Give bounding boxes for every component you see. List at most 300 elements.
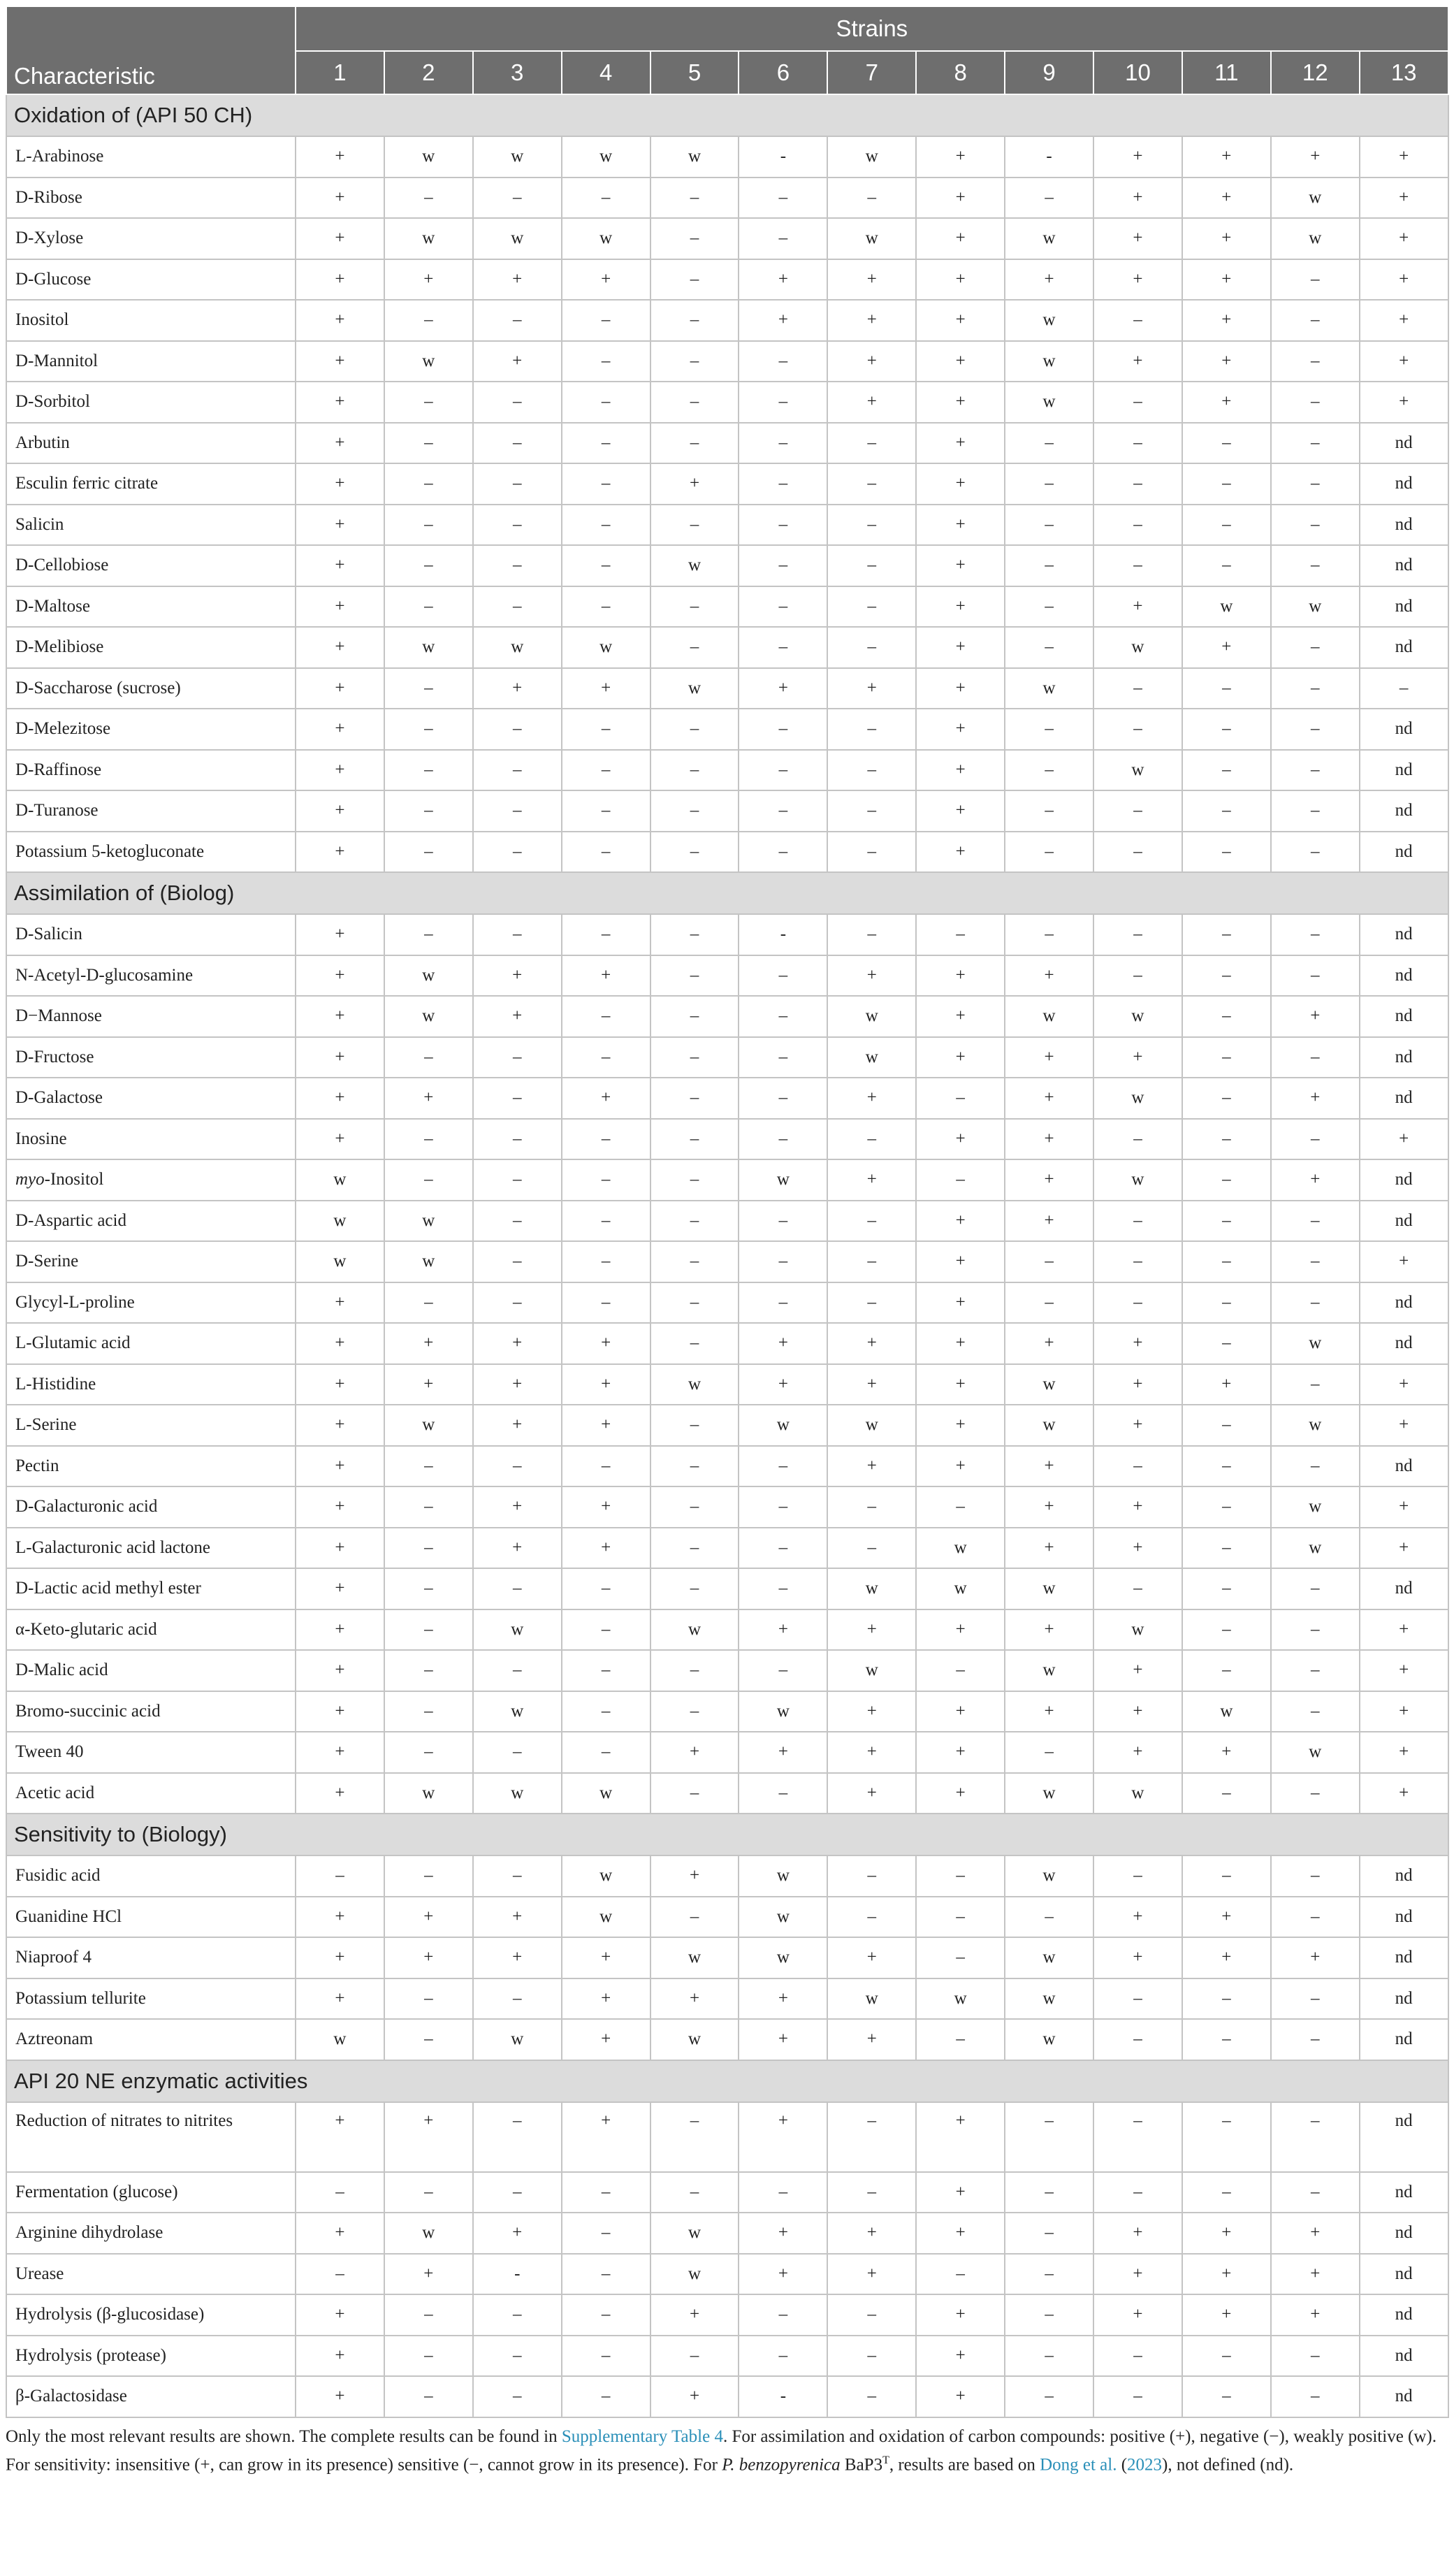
supplementary-table-link[interactable]: Supplementary Table 4: [561, 2426, 723, 2446]
result-cell: +: [1005, 1486, 1093, 1528]
result-cell: +: [296, 1568, 384, 1609]
result-cell: –: [1093, 1568, 1182, 1609]
result-cell: –: [562, 505, 650, 546]
result-cell: +: [827, 955, 916, 997]
result-cell: –: [739, 2336, 827, 2377]
result-cell: –: [827, 178, 916, 219]
strain-number-header: 9: [1005, 51, 1093, 94]
characteristic-label: L-Serine: [15, 1415, 77, 1435]
result-cell: +: [1093, 2213, 1182, 2254]
result-cell: –: [562, 2254, 650, 2295]
result-cell: +: [384, 1937, 473, 1978]
result-cell: +: [1360, 259, 1448, 301]
result-cell: –: [473, 463, 562, 505]
result-cell: –: [1093, 1119, 1182, 1160]
result-cell: –: [1271, 1241, 1360, 1282]
characteristic-cell: [6, 1732, 296, 1773]
result-cell: –: [739, 1078, 827, 1119]
result-cell: –: [739, 586, 827, 628]
result-cell: w: [562, 1855, 650, 1897]
result-cell: +: [827, 2019, 916, 2060]
result-cell: –: [650, 505, 739, 546]
result-cell: –: [1005, 1282, 1093, 1324]
characteristic-cell: [6, 2019, 296, 2060]
result-cell: +: [916, 2213, 1005, 2254]
result-cell: +: [1005, 259, 1093, 301]
result-cell: –: [1093, 790, 1182, 832]
result-cell: +: [562, 1405, 650, 1446]
characteristic-label: D-Raffinose: [15, 760, 102, 779]
result-cell: +: [473, 1528, 562, 1569]
result-cell: +: [1271, 2294, 1360, 2336]
result-cell: –: [650, 1323, 739, 1364]
result-cell: –: [827, 1282, 916, 1324]
result-cell: –: [473, 382, 562, 423]
strain-number-header: 10: [1093, 51, 1182, 94]
result-cell: –: [650, 2102, 739, 2172]
result-cell: –: [1093, 2102, 1182, 2172]
result-cell: –: [650, 423, 739, 464]
result-cell: –: [1005, 2294, 1093, 2336]
result-cell: –: [473, 586, 562, 628]
result-cell: +: [916, 832, 1005, 873]
result-cell: w: [296, 1241, 384, 1282]
result-cell: +: [916, 1241, 1005, 1282]
characteristic-cell: [6, 1119, 296, 1160]
result-cell: w: [1182, 1691, 1271, 1732]
result-cell: –: [827, 1201, 916, 1242]
result-cell: –: [473, 1650, 562, 1691]
characteristic-cell: [6, 790, 296, 832]
strain-number-header: 12: [1271, 51, 1360, 94]
result-cell: +: [916, 668, 1005, 709]
result-cell: –: [384, 1609, 473, 1651]
result-cell: –: [739, 505, 827, 546]
result-cell: +: [1093, 1732, 1182, 1773]
result-cell: –: [384, 1159, 473, 1201]
result-cell: nd: [1360, 2254, 1448, 2295]
result-cell: –: [384, 586, 473, 628]
result-cell: +: [1360, 1732, 1448, 1773]
result-cell: +: [1271, 1159, 1360, 1201]
result-cell: –: [1005, 832, 1093, 873]
result-cell: +: [916, 382, 1005, 423]
result-cell: +: [296, 1078, 384, 1119]
result-cell: –: [1093, 2019, 1182, 2060]
characteristic-cell: [6, 1078, 296, 1119]
result-cell: +: [1005, 1119, 1093, 1160]
result-cell: w: [473, 2019, 562, 2060]
characteristic-label: Aztreonam: [15, 2029, 94, 2049]
result-cell: +: [916, 1691, 1005, 1732]
result-cell: +: [384, 1323, 473, 1364]
result-cell: +: [1271, 2254, 1360, 2295]
characteristic-cell: [6, 1201, 296, 1242]
result-cell: +: [1182, 218, 1271, 259]
result-cell: w: [1005, 341, 1093, 382]
result-cell: +: [827, 1732, 916, 1773]
result-cell: –: [827, 709, 916, 750]
result-cell: +: [296, 1691, 384, 1732]
result-cell: –: [384, 2019, 473, 2060]
result-cell: +: [827, 300, 916, 341]
result-cell: w: [650, 668, 739, 709]
result-cell: w: [1005, 668, 1093, 709]
result-cell: –: [650, 300, 739, 341]
result-cell: –: [473, 2376, 562, 2417]
table-header: [6, 6, 1448, 94]
result-cell: +: [1093, 1364, 1182, 1405]
result-cell: +: [296, 505, 384, 546]
result-cell: –: [1182, 1528, 1271, 1569]
result-cell: –: [739, 382, 827, 423]
result-cell: nd: [1360, 1855, 1448, 1897]
result-cell: –: [473, 505, 562, 546]
table-body: [6, 94, 1448, 2417]
result-cell: w: [650, 1364, 739, 1405]
result-cell: –: [1093, 382, 1182, 423]
result-cell: –: [1005, 2102, 1093, 2172]
result-cell: –: [739, 1528, 827, 1569]
result-cell: –: [384, 1446, 473, 1487]
result-cell: –: [562, 2172, 650, 2213]
table-row: [6, 1078, 1448, 1119]
dong-citation-link[interactable]: Dong et al.: [1040, 2454, 1117, 2474]
characteristic-cell: [6, 1691, 296, 1732]
characteristic-cell: [6, 2254, 296, 2295]
characteristic-label: D-Cellobiose: [15, 556, 109, 575]
characteristic-cell: [6, 1446, 296, 1487]
result-cell: –: [650, 996, 739, 1037]
result-cell: –: [296, 2172, 384, 2213]
result-cell: nd: [1360, 1078, 1448, 1119]
characteristic-cell: [6, 1568, 296, 1609]
result-cell: –: [650, 790, 739, 832]
table-row: [6, 1732, 1448, 1773]
table-row: [6, 1691, 1448, 1732]
result-cell: +: [1360, 1609, 1448, 1651]
result-cell: w: [1271, 1486, 1360, 1528]
result-cell: –: [1182, 1773, 1271, 1814]
result-cell: w: [650, 545, 739, 586]
result-cell: +: [473, 1486, 562, 1528]
result-cell: nd: [1360, 1159, 1448, 1201]
result-cell: +: [473, 1405, 562, 1446]
result-cell: w: [1182, 586, 1271, 628]
result-cell: +: [1182, 136, 1271, 178]
result-cell: w: [296, 1159, 384, 1201]
result-cell: +: [1360, 136, 1448, 178]
result-cell: –: [562, 178, 650, 219]
result-cell: –: [1271, 790, 1360, 832]
result-cell: –: [650, 1037, 739, 1078]
result-cell: –: [650, 1486, 739, 1528]
table-row: [6, 178, 1448, 219]
result-cell: +: [296, 341, 384, 382]
result-cell: –: [650, 914, 739, 955]
result-cell: +: [916, 218, 1005, 259]
result-cell: w: [916, 1528, 1005, 1569]
result-cell: +: [1182, 627, 1271, 668]
result-cell: –: [562, 996, 650, 1037]
result-cell: –: [650, 1405, 739, 1446]
table-row: [6, 136, 1448, 178]
result-cell: –: [739, 996, 827, 1037]
result-cell: +: [1182, 259, 1271, 301]
result-cell: –: [384, 1037, 473, 1078]
result-cell: w: [1093, 1159, 1182, 1201]
table-row: [6, 218, 1448, 259]
table-row: [6, 1282, 1448, 1324]
result-cell: –: [1093, 832, 1182, 873]
result-cell: w: [473, 627, 562, 668]
result-cell: –: [473, 2102, 562, 2172]
result-cell: +: [650, 1978, 739, 2020]
result-cell: –: [1182, 1486, 1271, 1528]
result-cell: +: [650, 2376, 739, 2417]
result-cell: +: [384, 2102, 473, 2172]
result-cell: w: [1093, 1773, 1182, 1814]
result-cell: –: [1182, 1159, 1271, 1201]
result-cell: w: [739, 1897, 827, 1938]
result-cell: –: [1182, 1201, 1271, 1242]
table-row: [6, 341, 1448, 382]
result-cell: –: [1093, 423, 1182, 464]
result-cell: –: [1182, 750, 1271, 791]
result-cell: –: [1093, 1282, 1182, 1324]
characteristic-prefix: myo: [15, 1170, 45, 1189]
result-cell: –: [1182, 1119, 1271, 1160]
characteristic-cell: [6, 1855, 296, 1897]
result-cell: w: [650, 2019, 739, 2060]
result-cell: +: [1360, 178, 1448, 219]
characteristic-cell: [6, 1282, 296, 1324]
result-cell: –: [562, 300, 650, 341]
result-cell: –: [1093, 545, 1182, 586]
result-cell: +: [384, 1364, 473, 1405]
result-cell: –: [1182, 2019, 1271, 2060]
result-cell: –: [473, 178, 562, 219]
result-cell: +: [1360, 1773, 1448, 1814]
result-cell: –: [1005, 463, 1093, 505]
result-cell: –: [650, 382, 739, 423]
result-cell: nd: [1360, 627, 1448, 668]
result-cell: –: [739, 1282, 827, 1324]
result-cell: –: [650, 2336, 739, 2377]
result-cell: –: [1182, 668, 1271, 709]
result-cell: –: [739, 750, 827, 791]
result-cell: +: [296, 750, 384, 791]
result-cell: w: [1005, 1978, 1093, 2020]
result-cell: –: [1360, 668, 1448, 709]
result-cell: –: [1093, 914, 1182, 955]
result-cell: –: [1005, 2254, 1093, 2295]
result-cell: –: [562, 914, 650, 955]
result-cell: +: [916, 996, 1005, 1037]
characteristic-label: Pectin: [15, 1456, 59, 1475]
result-cell: +: [1093, 1937, 1182, 1978]
table-row: [6, 1201, 1448, 1242]
table-row: [6, 1528, 1448, 1569]
result-cell: –: [1093, 1978, 1182, 2020]
result-cell: –: [1182, 1241, 1271, 1282]
result-cell: w: [827, 996, 916, 1037]
result-cell: –: [384, 1568, 473, 1609]
result-cell: –: [916, 1855, 1005, 1897]
result-cell: –: [384, 1732, 473, 1773]
result-cell: –: [650, 1691, 739, 1732]
result-cell: +: [296, 1773, 384, 1814]
result-cell: –: [1271, 1650, 1360, 1691]
result-cell: +: [1093, 136, 1182, 178]
result-cell: +: [562, 2102, 650, 2172]
table-row: [6, 1897, 1448, 1938]
section-title: Oxidation of (API 50 CH): [6, 94, 1448, 136]
result-cell: w: [916, 1978, 1005, 2020]
result-cell: +: [827, 341, 916, 382]
characteristic-label: D-Aspartic acid: [15, 1210, 126, 1230]
result-cell: –: [384, 423, 473, 464]
footnote-text-2: . For assimilation and oxidation of carbon compounds: positive (+), negative (−), weakly positive (w). For sensitivity: insensitive (+, can grow in its presence) sensitive (−, cannot grow in its presence). For: [6, 2426, 1437, 2474]
result-cell: w: [1005, 1650, 1093, 1691]
result-cell: –: [650, 218, 739, 259]
characteristic-cell: [6, 178, 296, 219]
characteristic-cell: [6, 668, 296, 709]
characteristic-cell: [6, 1897, 296, 1938]
result-cell: –: [1271, 627, 1360, 668]
result-cell: –: [827, 1528, 916, 1569]
result-cell: –: [384, 545, 473, 586]
table-row: [6, 1364, 1448, 1405]
result-cell: -: [473, 2254, 562, 2295]
result-cell: +: [296, 423, 384, 464]
result-cell: w: [384, 996, 473, 1037]
result-cell: +: [827, 1691, 916, 1732]
result-cell: +: [827, 2254, 916, 2295]
section-header-row: [6, 1814, 1448, 1855]
result-cell: –: [739, 790, 827, 832]
result-cell: –: [739, 1241, 827, 1282]
result-cell: –: [916, 2254, 1005, 2295]
result-cell: –: [650, 1897, 739, 1938]
table-row: [6, 1568, 1448, 1609]
result-cell: –: [384, 832, 473, 873]
result-cell: nd: [1360, 750, 1448, 791]
footnote-superscript: T: [882, 2454, 889, 2466]
result-cell: –: [1005, 627, 1093, 668]
result-cell: +: [1093, 178, 1182, 219]
result-cell: +: [1093, 341, 1182, 382]
characteristic-cell: [6, 463, 296, 505]
characteristic-label: Acetic acid: [15, 1783, 95, 1802]
result-cell: +: [296, 1732, 384, 1773]
result-cell: -: [739, 914, 827, 955]
result-cell: +: [827, 259, 916, 301]
result-cell: –: [1005, 2336, 1093, 2377]
citation-year-link[interactable]: 2023: [1127, 2454, 1163, 2474]
result-cell: –: [827, 586, 916, 628]
result-cell: –: [1182, 914, 1271, 955]
result-cell: +: [296, 136, 384, 178]
characteristic-cell: [6, 1323, 296, 1364]
result-cell: +: [562, 259, 650, 301]
result-cell: +: [1005, 1528, 1093, 1569]
table-row: [6, 1159, 1448, 1201]
result-cell: –: [1182, 1978, 1271, 2020]
result-cell: +: [916, 341, 1005, 382]
result-cell: –: [1093, 709, 1182, 750]
result-cell: nd: [1360, 2294, 1448, 2336]
section-title: Assimilation of (Biolog): [6, 872, 1448, 914]
characteristic-label: Hydrolysis (protease): [15, 2345, 166, 2365]
characteristic-label: D-Malic acid: [15, 1660, 108, 1680]
result-cell: –: [562, 709, 650, 750]
result-cell: +: [562, 1323, 650, 1364]
result-cell: –: [1182, 1855, 1271, 1897]
result-cell: +: [1005, 1323, 1093, 1364]
result-cell: +: [296, 1364, 384, 1405]
result-cell: –: [739, 627, 827, 668]
result-cell: +: [296, 1978, 384, 2020]
result-cell: –: [739, 832, 827, 873]
result-cell: –: [1182, 2376, 1271, 2417]
result-cell: –: [473, 2172, 562, 2213]
result-cell: +: [296, 627, 384, 668]
characteristic-cell: [6, 996, 296, 1037]
result-cell: w: [1005, 300, 1093, 341]
result-cell: –: [384, 668, 473, 709]
result-cell: +: [916, 955, 1005, 997]
result-cell: –: [473, 1241, 562, 1282]
result-cell: nd: [1360, 2019, 1448, 2060]
result-cell: –: [1271, 300, 1360, 341]
result-cell: w: [1005, 218, 1093, 259]
table-row: [6, 2172, 1448, 2213]
result-cell: –: [916, 2019, 1005, 2060]
characteristic-cell: [6, 1241, 296, 1282]
result-cell: +: [1005, 1609, 1093, 1651]
characteristic-label: α-Keto-glutaric acid: [15, 1619, 157, 1639]
result-cell: –: [650, 1078, 739, 1119]
result-cell: +: [916, 1282, 1005, 1324]
result-cell: +: [562, 1978, 650, 2020]
result-cell: w: [384, 136, 473, 178]
result-cell: –: [739, 1446, 827, 1487]
result-cell: –: [473, 914, 562, 955]
result-cell: +: [473, 1937, 562, 1978]
characteristic-label: β-Galactosidase: [15, 2387, 127, 2406]
result-cell: –: [473, 2294, 562, 2336]
result-cell: +: [916, 2376, 1005, 2417]
result-cell: +: [916, 1732, 1005, 1773]
result-cell: –: [827, 750, 916, 791]
result-cell: nd: [1360, 1282, 1448, 1324]
result-cell: –: [562, 341, 650, 382]
result-cell: –: [1005, 2172, 1093, 2213]
result-cell: –: [1182, 709, 1271, 750]
result-cell: –: [384, 178, 473, 219]
characteristic-label: Potassium tellurite: [15, 1988, 146, 2008]
result-cell: +: [1271, 996, 1360, 1037]
characteristic-label: Inosine: [15, 1129, 67, 1148]
result-cell: +: [916, 300, 1005, 341]
result-cell: +: [296, 1282, 384, 1324]
result-cell: w: [827, 1405, 916, 1446]
result-cell: nd: [1360, 1037, 1448, 1078]
result-cell: +: [916, 2336, 1005, 2377]
result-cell: w: [739, 1405, 827, 1446]
table-row: [6, 2019, 1448, 2060]
